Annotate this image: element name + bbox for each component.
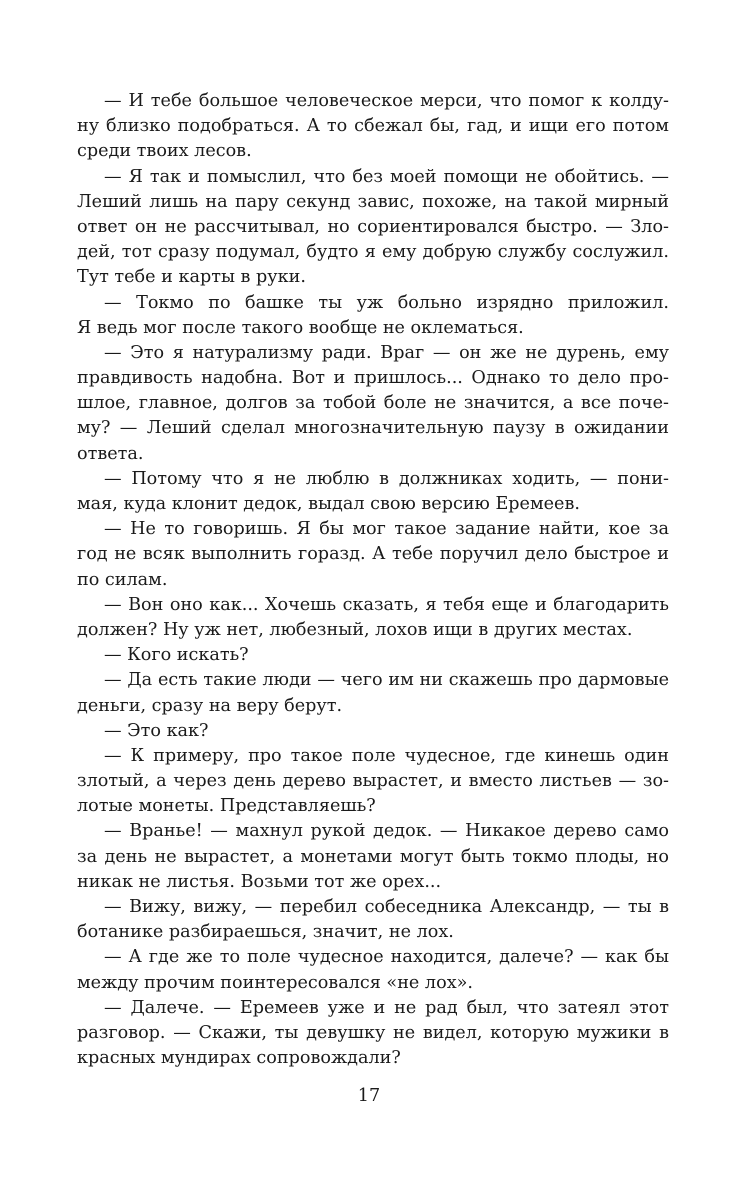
- text-line: ответа.: [77, 443, 144, 464]
- text-line: Леший лишь на пару секунд завис, похоже, на такой мирный: [77, 191, 669, 212]
- text-line: — Да есть такие люди — чего им ни скажешь про дармовые: [104, 670, 669, 691]
- text-line: — Кого искать?: [104, 645, 249, 666]
- text-line: ботанике разбираешься, значит, не лох.: [77, 922, 454, 943]
- text-line: — Вранье! — махнул рукой дедок. — Никакое дерево само: [104, 821, 669, 842]
- text-line: — Токмо по башке ты уж больно изрядно приложил.: [104, 292, 669, 313]
- text-line: — А где же то поле чудесное находится, далече? — как бы: [104, 947, 669, 968]
- text-line: красных мундирах сопровождали?: [77, 1048, 401, 1069]
- text-line: — К примеру, про такое поле чудесное, где кинешь один: [104, 745, 669, 766]
- text-line: — Далече. — Еремеев уже и не рад был, что затеял этот: [104, 997, 669, 1018]
- text-line: дей, тот сразу подумал, будто я ему добрую службу сослужил.: [77, 242, 669, 263]
- text-line: мая, куда клонит дедок, выдал свою версию Еремеев.: [77, 494, 580, 514]
- text-line: ответ он не рассчитывал, но сориентировался быстро. — Зло-: [77, 216, 669, 237]
- text-line: — Потому что я не люблю в должниках ходить, — пони-: [104, 468, 669, 489]
- text-line: — Вон оно как... Хочешь сказать, я тебя еще и благодарить: [104, 594, 669, 615]
- text-line: Я ведь мог после такого вообще не оклематься.: [77, 317, 524, 338]
- text-line: му? — Леший сделал многозначительную паузу в ожидании: [77, 418, 669, 439]
- body-text: [77, 89, 669, 1071]
- text-line: Тут тебе и карты в руки.: [77, 267, 306, 288]
- text-line: по силам.: [77, 569, 168, 590]
- text-line: среди твоих лесов.: [77, 141, 252, 162]
- page-number: 17: [357, 1086, 381, 1106]
- text-line: никак не листья. Возьми тот же орех...: [77, 871, 442, 892]
- text-line: — И тебе большое человеческое мерси, что помог к колду-: [104, 91, 669, 111]
- text-line: деньги, сразу на веру берут.: [77, 695, 343, 716]
- text-line: за день не вырастет, а монетами могут быть токмо плоды, но: [77, 846, 669, 867]
- text-line: шлое, главное, долгов за тобой боле не значится, а все поче-: [77, 393, 669, 414]
- text-line: лотые монеты. Представляешь?: [77, 796, 376, 817]
- text-line: злотый, а через день дерево вырастет, и вместо листьев — зо-: [77, 771, 669, 792]
- text-line: — Это я натурализму ради. Враг — он же не дурень, ему: [104, 342, 669, 363]
- text-line: — Это как?: [104, 720, 209, 741]
- text-line: правдивость надобна. Вот и пришлось... Однако то дело про-: [77, 368, 669, 389]
- text-line: — Вижу, вижу, — перебил собеседника Александр, — ты в: [104, 897, 669, 917]
- text-line: — Я так и помыслил, что без моей помощи не обойтись. —: [104, 166, 669, 187]
- text-line: разговор. — Скажи, ты девушку не видел, которую мужики в: [77, 1022, 669, 1043]
- text-line: должен? Ну уж нет, любезный, лохов ищи в других местах.: [77, 619, 633, 640]
- text-line: между прочим поинтересовался «не лох».: [77, 972, 473, 993]
- text-line: ну близко подобраться. А то сбежал бы, гад, и ищи его потом: [77, 116, 669, 137]
- text-line: — Не то говоришь. Я бы мог такое задание найти, кое за: [104, 519, 669, 540]
- text-line: год не всяк выполнить горазд. А тебе поручил дело быстрое и: [77, 544, 669, 565]
